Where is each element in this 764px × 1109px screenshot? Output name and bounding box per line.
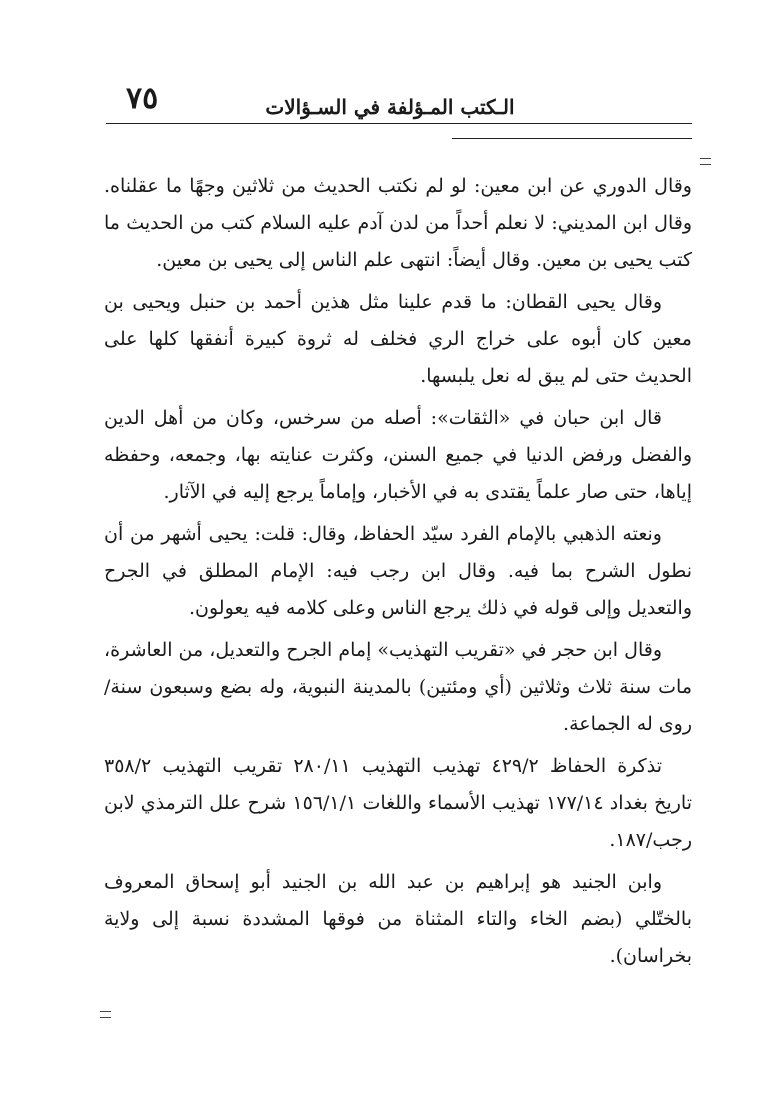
header-subrule <box>452 138 692 139</box>
paragraph: وابن الجنيد هو إبراهيم بن عبد الله بن الجنيد أبو إسحاق المعروف بالختّلي (بضم الخاء والتاء المثناة من فوقها المشددة نسبة إلى ولاية بخراسان). <box>104 871 692 967</box>
paragraph: وقال ابن حجر في «تقريب التهذيب» إمام الجرح والتعديل، من العاشرة، مات سنة ثلاث وثلاثين (أي ومئتين) بالمدينة النبوية، وله بضع وسبعون سنة/ روى له الجماعة. <box>104 639 692 735</box>
paragraph: قال ابن حبان في «الثقات»: أصله من سرخس، وكان من أهل الدين والفضل ورفض الدنيا في جميع السنن، وكثرت عنايته بها، وجمعه، وحفظه إياها، حتى صار علماً يقتدى به في الأخبار، وإماماً يرجع إليه في الآثار. <box>104 407 692 503</box>
body-text <box>104 168 692 980</box>
header-rule <box>106 123 692 124</box>
running-title: الـكتب المـؤلفة في السـؤالات <box>265 95 515 119</box>
paragraph: وقال يحيى القطان: ما قدم علينا مثل هذين أحمد بن حنبل ويحيى بن معين كان أبوه على خراج الري فخلف له ثروة كبيرة أنفقها كلها على الحديث حتى لم يبق له نعل يلبسها. <box>104 291 692 387</box>
paragraph: تذكرة الحفاظ ٤٢٩/٢ تهذيب التهذيب ٢٨٠/١١ تقريب التهذيب ٣٥٨/٢ تاريخ بغداد ١٧٧/١٤ تهذيب الأسماء واللغات ١٥٦/١/١ شرح علل الترمذي لابن رجب/١٨٧. <box>104 755 692 851</box>
page-number: ٧٥ <box>126 81 159 116</box>
paragraph: ونعته الذهبي بالإمام الفرد سيّد الحفاظ، وقال: قلت: يحيى أشهر من أن نطول الشرح بما فيه. وقال ابن رجب فيه: الإمام المطلق في الجرح والتعديل وإلى قوله في ذلك يرجع الناس وعلى كلامه فيه يعولون. <box>104 523 692 619</box>
margin-mark <box>700 158 711 165</box>
paragraph: وقال الدوري عن ابن معين: لو لم نكتب الحديث من ثلاثين وجهًا ما عقلناه. وقال ابن المديني: لا نعلم أحداً من لدن آدم عليه السلام كتب من الحديث ما كتب يحيى بن معين. وقال أيضاً: انتهى علم الناس إلى يحيى بن معين. <box>104 175 692 271</box>
margin-mark <box>100 1011 111 1018</box>
